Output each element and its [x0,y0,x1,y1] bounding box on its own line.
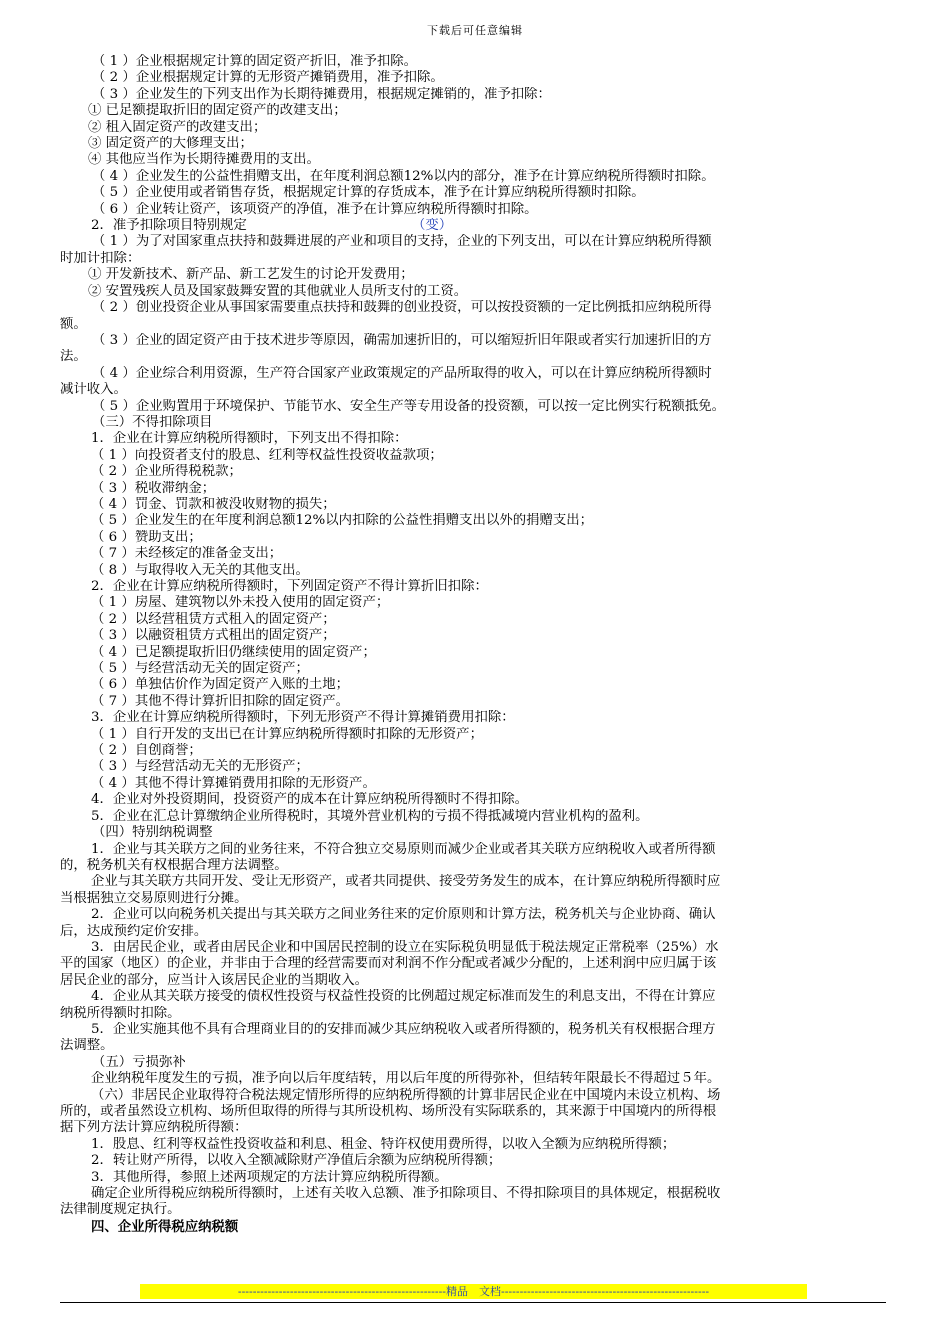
text-line: 5．企业在汇总计算缴纳企业所得税时，其境外营业机构的亏损不得抵减境内营业机构的盈利。 [91,808,649,824]
text-line: （ 7 ）其他不得计算折旧扣除的固定资产。 [91,693,350,709]
text-line: （ 7 ）未经核定的准备金支出； [91,546,283,562]
text-line: 确定企业所得税应纳税所得额时，上述有关收入总额、准予扣除项目、不得扣除项目的具体规定，根据税收 [91,1186,721,1202]
text-line: （ 4 ）已足额提取折旧仍继续使用的固定资产； [91,644,376,660]
text-line: 居民企业的部分，应当计入该居民企业的当期收入。 [60,972,368,988]
text-line: 4．企业对外投资期间，投资资产的成本在计算应纳税所得额时不得扣除。 [91,792,529,808]
text-line [60,218,886,234]
text-line: （ 2 ）自创商誉； [91,743,202,759]
text-line: 时加计扣除： [60,250,141,266]
text-line: 法。 [60,349,87,365]
text-line: 1．企业在计算应纳税所得额时，下列支出不得扣除： [91,431,408,447]
text-line: 2．企业在计算应纳税所得额时，下列固定资产不得计算折旧扣除： [91,579,488,594]
text-line: （ 4 ）企业综合利用资源，生产符合国家产业政策规定的产品所取得的收入，可以在计算应纳税所得额时 [92,365,712,381]
text-line: ② 租入固定资产的改建支出； [88,119,267,135]
page-header: 下载后可任意编辑 [427,24,523,37]
text-line: 的，税务机关有权根据合理方法调整。 [60,857,288,873]
text-line: （五）亏损弥补 [92,1054,186,1070]
text-line: （ 4 ）罚金、罚款和被没收财物的损失； [91,496,336,512]
text-line: 2．企业可以向税务机关提出与其关联方之间业务往来的定价原则和计算方法，税务机关与企业协商、确认 [91,907,716,923]
text-line: 据下列方法计算应纳税所得额： [60,1120,248,1136]
text-line: 所的，或者虽然设立机构、场所但取得的所得与其所设机构、场所没有实际联系的，其来源于中国境内的所得根 [60,1104,717,1119]
text-line: （ 1 ）向投资者支付的股息、红利等权益性投资收益款项； [91,447,443,463]
text-line: 5．企业实施其他不具有合理商业目的的安排而减少其应纳税收入或者所得额的，税务机关有权根据合理方 [91,1021,716,1037]
text-line: 额。 [60,316,87,332]
text-line: （ 3 ）以融资租赁方式租出的固定资产； [91,628,336,644]
text-line: ③ 固定资产的大修理支出； [88,136,253,152]
text-line: （ 4 ）其他不得计算摊销费用扣除的无形资产。 [91,775,376,791]
text-line: 企业纳税年度发生的亏损，准予向以后年度结转，用以后年度的所得弥补，但结转年限最长不得超过５年。 [91,1071,721,1087]
text-line: ① 开发新技术、新产品、新工艺发生的讨论开发费用； [88,267,414,283]
text-line: （ 2 ）企业所得税税款； [91,464,242,480]
text-line: （三）不得扣除项目 [92,414,213,430]
footer-banner: --------------------------------------------------------精品 文档-------------------------------------------------------- [140,1284,807,1299]
text-line: ① 已足额提取折旧的固定资产的改建支出； [88,103,347,119]
text-line: （ 2 ）创业投资企业从事国家需要重点扶持和鼓舞的创业投资，可以按投资额的一定比例抵扣应纳税所得 [92,300,712,316]
change-marker: （变） [412,218,453,234]
text-line: 3．其他所得，参照上述两项规定的方法计算应纳税所得额。 [91,1169,448,1185]
text-line: 企业与其关联方共同开发、受让无形资产，或者共同提供、接受劳务发生的成本，在计算应纳税所得额时应 [91,874,721,890]
text-line: （ 4 ）企业发生的公益性捐赠支出，在年度利润总额12%以内的部分，准予在计算应纳税所得额时扣除。 [92,168,715,184]
text-line: （ 1 ）为了对国家重点扶持和鼓舞进展的产业和项目的支持，企业的下列支出，可以在计算应纳税所得额 [92,234,712,250]
text-line: 当根据独立交易原则进行分摊。 [60,890,248,906]
text-line: （ 2 ）以经营租赁方式租入的固定资产； [91,611,336,627]
document-body [60,54,886,1235]
text-line: （ 3 ）税收滞纳金； [91,480,216,496]
text-line: 后，达成预约定价安排。 [60,923,208,939]
text-line: 3．企业在计算应纳税所得额时，下列无形资产不得计算摊销费用扣除： [91,710,515,726]
text-line: （ 3 ）企业的固定资产由于技术进步等原因，确需加速折旧的，可以缩短折旧年限或者实行加速折旧的方 [92,332,712,348]
section-heading-text: 2．准予扣除项目特别规定 [91,218,247,234]
text-line: 纳税所得额时扣除。 [60,1005,181,1021]
text-line: 4．企业从其关联方接受的债权性投资与权益性投资的比例超过规定标准而发生的利息支出，不得在计算应 [91,989,716,1005]
text-line: 减计收入。 [60,382,127,398]
text-line: （ 1 ）自行开发的支出已在计算应纳税所得额时扣除的无形资产； [91,726,483,742]
text-line: （ 5 ）企业发生的在年度利润总额12%以内扣除的公益性捐赠支出以外的捐赠支出； [91,513,594,529]
text-line: 法律制度规定执行。 [60,1202,181,1218]
text-line: 四、企业所得税应纳税额 [91,1218,239,1235]
text-line: 3．由居民企业，或者由居民企业和中国居民控制的设立在实际税负明显低于税法规定正常税率（25%）水 [91,939,719,955]
text-line: （六）非居民企业取得符合税法规定情形所得的应纳税所得额的计算非居民企业在中国境内未设立机构、场 [91,1087,721,1103]
text-line: （四）特别纳税调整 [92,825,213,841]
text-line: （ 6 ）单独估价作为固定资产入账的土地； [91,677,350,693]
text-line: 法调整。 [60,1038,114,1054]
text-line: （ 5 ）企业购置用于环境保护、节能节水、安全生产等专用设备的投资额，可以按一定比例实行税额抵免。 [92,398,725,414]
text-line: ④ 其他应当作为长期待摊费用的支出。 [88,152,320,168]
text-line: （ 3 ）企业发生的下列支出作为长期待摊费用，根据规定摊销的，准予扣除： [92,86,551,102]
text-line: （ 3 ）与经营活动无关的无形资产； [91,759,309,775]
text-line: （ 5 ）企业使用或者销售存货，根据规定计算的存货成本，准予在计算应纳税所得额时扣除。 [92,185,645,201]
text-line: （ 1 ）房屋、建筑物以外未投入使用的固定资产； [91,595,390,611]
text-line: ② 安置残疾人员及国家鼓舞安置的其他就业人员所支付的工资。 [88,283,468,299]
footer-divider [60,1302,886,1303]
text-line: 1．股息、红利等权益性投资收益和利息、租金、特许权使用费所得，以收入全额为应纳税所得额； [91,1136,676,1152]
text-line: （ 1 ）企业根据规定计算的固定资产折旧，准予扣除。 [92,54,418,69]
text-line: 1．企业与其关联方之间的业务往来，不符合独立交易原则而减少企业或者其关联方应纳税收入或者所得额 [91,841,716,857]
text-line: （ 8 ）与取得收入无关的其他支出。 [91,562,309,578]
text-line: 平的国家（地区）的企业，并非由于合理的经营需要而对利润不作分配或者减少分配的，上述利润中应归属于该 [60,956,717,972]
text-line: （ 5 ）与经营活动无关的固定资产； [91,661,309,677]
text-line: （ 2 ）企业根据规定计算的无形资产摊销费用，准予扣除。 [92,70,444,86]
text-line: 2．转让财产所得，以收入全额减除财产净值后余额为应纳税所得额； [91,1153,502,1169]
text-line: （ 6 ）赞助支出； [91,529,202,545]
text-line: （ 6 ）企业转让资产，该项资产的净值，准予在计算应纳税所得额时扣除。 [92,201,538,217]
